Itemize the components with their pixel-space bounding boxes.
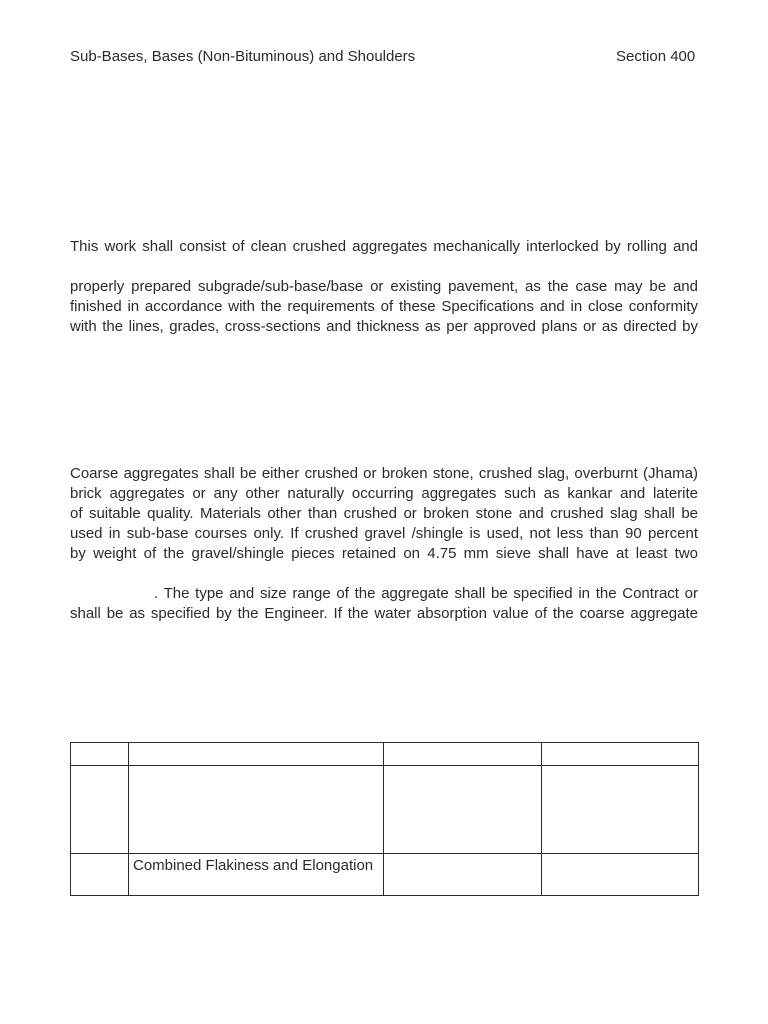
table-cell: [71, 743, 129, 766]
table-cell: [129, 743, 384, 766]
paragraph-line: shall be as specified by the Engineer. If the water absorption value of the coarse aggregate: [70, 605, 698, 622]
paragraph-line: finished in accordance with the requirements of these Specifications and in close conformity: [70, 298, 698, 315]
section-number: Section 400: [616, 48, 696, 65]
header-title: Sub-Bases, Bases (Non-Bituminous) and Shoulders: [70, 48, 416, 65]
paragraph-line: properly prepared subgrade/sub-base/base or existing pavement, as the case may be and: [70, 278, 698, 295]
paragraph-line: of suitable quality. Materials other than crushed or broken stone and crushed slag shall be: [70, 505, 698, 522]
table-cell: [384, 743, 542, 766]
table-cell: [71, 766, 129, 854]
table-cell: [542, 743, 699, 766]
table-cell: [384, 766, 542, 854]
table-cell: [71, 854, 129, 896]
table-cell: [384, 854, 542, 896]
paragraph-line: . The type and size range of the aggregate shall be specified in the Contract or: [154, 585, 698, 602]
paragraph-line: by weight of the gravel/shingle pieces retained on 4.75 mm sieve shall have at least two: [70, 545, 698, 562]
table-cell: [129, 766, 384, 854]
table-cell-test-name: Combined Flakiness and Elongation: [129, 854, 384, 896]
table-row: [71, 854, 699, 896]
table-cell: [542, 766, 699, 854]
paragraph-line: This work shall consist of clean crushed aggregates mechanically interlocked by rolling and: [70, 238, 698, 255]
paragraph-line: brick aggregates or any other naturally occurring aggregates such as kankar and laterite: [70, 485, 698, 502]
table-header-row: [71, 743, 699, 766]
table-row: [71, 766, 699, 854]
paragraph-line: with the lines, grades, cross-sections and thickness as per approved plans or as directed by: [70, 318, 698, 335]
table-cell: [542, 854, 699, 896]
physical-requirements-table: [70, 742, 699, 896]
paragraph-line: Coarse aggregates shall be either crushed or broken stone, crushed slag, overburnt (Jhama): [70, 465, 698, 482]
paragraph-line: used in sub-base courses only. If crushed gravel /shingle is used, not less than 90 percent: [70, 525, 698, 542]
